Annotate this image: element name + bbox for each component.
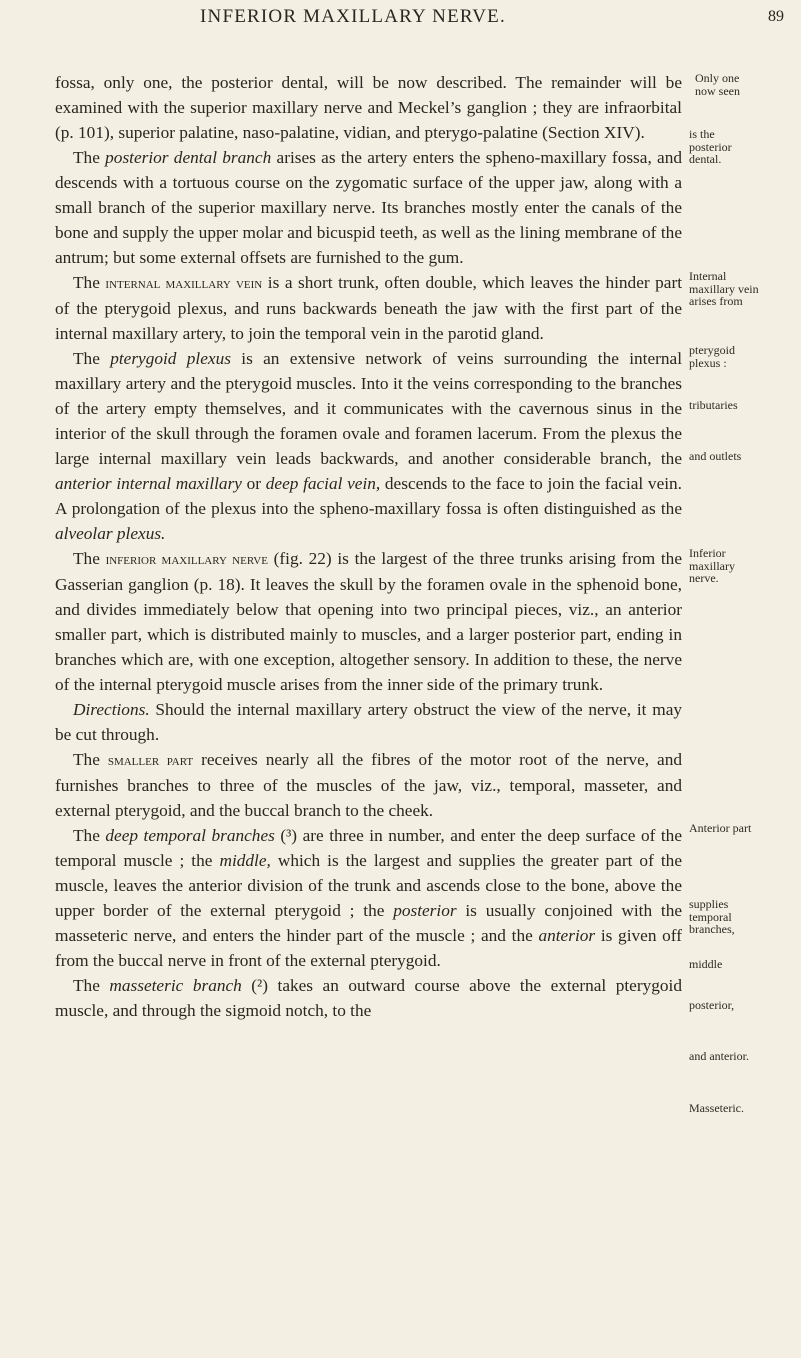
margin-note: and anterior. [689,1049,749,1063]
term: anterior internal maxillary [55,474,242,493]
term: inferior maxillary nerve [105,551,268,568]
term: masseteric branch [109,976,242,995]
page-number: 89 [768,8,784,25]
margin-note: Anterior part [689,821,752,835]
term: smaller part [107,752,194,769]
paragraph: fossa, only one, the posterior dental, will be now described. The remainder will be examined with the superior maxillary nerve and Meckel’s ganglion ; they are infraorbital (p. 101), superior palatine, naso-palatine, vidian, and pterygo-palatine (Section XIV). [55,73,682,142]
term: alveolar plexus. [55,524,166,543]
paragraph: The smaller part receives nearly all the fibres of the motor root of the nerve, and furnishes branches to three of the muscles of the jaw, viz., temporal, masseter, and external pterygoid, and the buccal branch to the cheek. [55,750,682,820]
term: pterygoid plexus [110,349,231,368]
paragraph: The posterior dental branch arises as the artery enters the spheno-maxillary fossa, and descends with a tortuous course on the zygomatic surface of the upper jaw, along with a small branch of the superior maxillary nerve. Its branches mostly enter the canals of the bone and supply the upper molar and bicuspid teeth, as well as the lining membrane of the antrum; but some external offsets are furnished to the gum. [55,148,683,267]
margin-note: Inferior maxillary nerve. [689,546,735,585]
paragraph: Directions. Should the internal maxillary artery obstruct the view of the nerve, it may be cut through. [55,700,682,744]
body-text [55,70,682,1023]
term: deep temporal branches [105,826,275,845]
page-header [0,6,801,34]
paragraph: The deep temporal branches (³) are three in number, and enter the deep surface of the temporal muscle ; the middle, which is the largest and supplies the greater part of the muscle, leaves the anterior division of the trunk and ascends close to the bone, above the upper border of the external pterygoid ; the posterior is usually conjoined with the masseteric nerve, and enters the hinder part of the muscle ; and the anterior is given off from the buccal nerve in front of the external pterygoid. [55,826,683,970]
margin-note: Internal maxillary vein arises from [689,269,759,308]
paragraph: The masseteric branch (²) takes an outward course above the external pterygoid muscle, and through the sigmoid notch, to the [55,976,682,1020]
term: middle, [219,851,271,870]
margin-note: tributaries [689,398,738,412]
term: Directions. [73,700,150,719]
margin-note: Only one now seen [695,71,740,98]
margin-note: middle [689,957,723,971]
margin-note: pterygoid plexus : [689,343,735,370]
margin-note: posterior, [689,998,735,1012]
running-title: INFERIOR MAXILLARY NERVE. [200,6,506,27]
paragraph: The internal maxillary vein is a short trunk, often double, which leaves the hinder part of the pterygoid plexus, and runs backwards beneath the jaw with the first part of the internal maxillary artery, to join the temporal vein in the parotid gland. [55,273,683,343]
term: internal maxillary vein [105,275,263,292]
term: posterior [393,901,457,920]
margin-note: supplies temporal branches, [689,897,735,936]
paragraph: The pterygoid plexus is an extensive network of veins surrounding the internal maxillary artery and the pterygoid muscles. Into it the veins corresponding to the branches of the artery empty themselves, and it communicates with the cavernous sinus in the interior of the skull through the foramen ovale and foramen lacerum. From the plexus the large internal maxillary vein leads backwards, and another considerable branch, the anterior internal maxillary or deep facial vein, descends to the face to join the facial vein. A prolongation of the plexus into the spheno-maxillary fossa is often distinguished as the alveolar plexus. [55,349,682,543]
margin-note: Masseteric. [689,1101,744,1115]
term: deep facial vein, [265,474,381,493]
term: posterior dental branch [105,148,272,167]
margin-note: and outlets [689,449,742,463]
term: anterior [538,926,596,945]
paragraph: The inferior maxillary nerve (fig. 22) is the largest of the three trunks arising from the Gasserian ganglion (p. 18). It leaves the skull by the foramen ovale in the sphenoid bone, and divides immediately below that opening into two principal pieces, viz., an anterior smaller part, which is distributed mainly to muscles, and a larger posterior part, ending in branches which are, with one exception, altogether sensory. In addition to these, the nerve of the internal pterygoid muscle arises from the inner side of the primary trunk. [55,549,682,694]
margin-note: is the posterior dental. [689,127,732,166]
